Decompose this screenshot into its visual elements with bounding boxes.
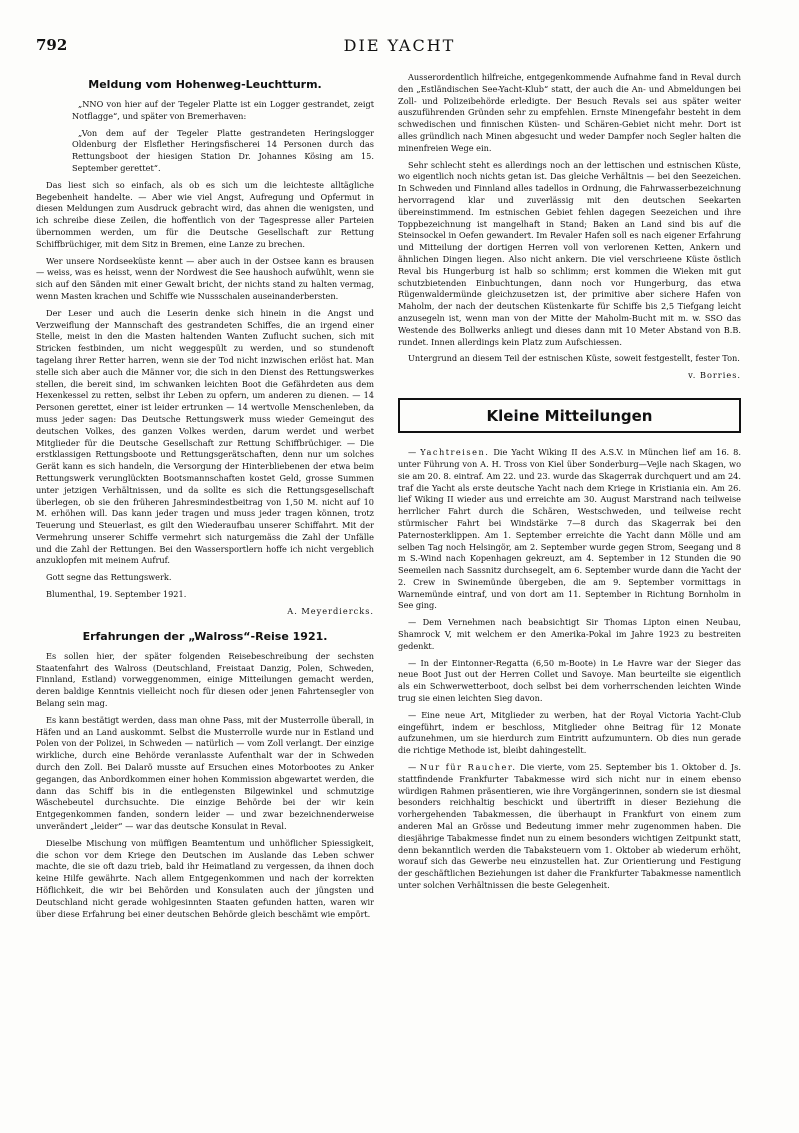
news-item: — Yachtreisen. Die Yacht Wiking II des A.S.V. in München lief am 16. 8. unter Führung von A. H. Tross von Kiel über Sonderburg—Vejle nach Skagen, wo sie am 20. 8. eintraf. Am 22. und 23. wurde das Skagerrak durchquert und am 24. traf die Yacht als erste deutsche Yacht nach dem Kriege in Kristiania ein. Am 26. lief Wiking II wieder aus und erreichte am 30. August Marstrand nach teilweise herrlicher Fahrt durch die Schären, Westschweden, und teilweise recht stürmischer Fahrt bei Windstärke 7—8 durch das Skagerrak bei den Paternosterklippen. Am 1. September erreichte die Yacht dann Mölle und am selben Tag noch Helsingör, am 2. September wurde gegen Strom, Seegang und 8 m S.-Wind nach Kopenhagen gekreuzt, am 4. September in 12 Stunden die 90 Seemeilen nach Sassnitz durchsegelt, am 6. September wurde dann die Yacht der 2. Crew in Swinemünde übergeben, die am 9. September vormittags in Warnemünde eintraf, und von dort am 11. September in Richtung Bornholm in See ging. — [398, 447, 741, 611]
body-paragraph: Ausserordentlich hilfreiche, entgegenkommende Aufnahme fand in Reval durch den „Estländischen See-Yacht-Klub“ statt, der auch die An- und Abmeldungen bei Zoll- und Polizeibehörde erledigte. Der Besuch Revals sei aus später weiter auszuführenden Gründen sehr zu empfehlen. Ernste Minengefahr besteht in dem schwedischen und finnischen Küsten- und Schären-Gebiet nicht mehr. Dort ist alles gründlich nach Minen abgesucht und weder Dampfer noch Segler halten die minenfreien Wege ein. — [398, 72, 741, 153]
news-item-lead: Nur für Raucher. — [419, 762, 517, 773]
author-signature: A. Meyerdiercks. — [287, 605, 374, 616]
quoted-report — [36, 99, 374, 175]
news-item-text: Eine neue Art, Mitglieder zu werben, hat der Royal Victoria Yacht-Club eingeführt, indem er beschloss, Mitglieder ohne Beitrag für 12 Monate aufzunehmen, um sie hierdurch zum Eintritt aufzumuntern. Ob dies nun gerade die richtige Methode ist, bleibt dahingestellt. — [398, 709, 741, 756]
body-paragraph: Es kann bestätigt werden, dass man ohne Pass, mit der Musterrolle überall, in Häfen und an Land auskommt. Selbst die Musterrolle wurde nur in Estland und Polen von der Polizei, in Schweden — natürlich — vom Zoll verlangt. Der einzige wirkliche, durch eine Behörde veranlasste Aufenthalt war der in Schweden durch den Zoll. Bei Dalarö musste auf Ersuchen eines Motorbootes zu Anker gegangen, das Anbordkommen einer hohen Kommission abgewartet werden, die dann das Schiff bis in die entlegensten Bilgewinkel und schmutzige Wäschebeutel durchsuchte. Die einzige Behörde bei der wir kein Entgegenkommen fanden, sondern leider — und zwar bezeichnenderweise unverändert „leider“ — war das deutsche Konsulat in Reval. — [36, 714, 374, 832]
body-paragraph: Sehr schlecht steht es allerdings noch an der lettischen und estnischen Küste, wo eigentlich noch nichts getan ist. Das gleiche Verhältnis — bei den Seezeichen. In Schweden und Finnland alles tadellos in Ordnung, die Fahrwasserbezeichnung hervorragend klar und zuverlässig mit den deutschen Seekarten übereinstimmend. Im estnischen Gebiet fehlen dagegen Seezeichen und ihre Toppbezeichnung ist mangelhaft in Stand; Baken an Land sind bis auf die Steinsockel in Oefen gewandert. Im Revaler Hafen soll es nach eigener Erfahrung und Mitteilung der dortigen Herren voll von verlorenen Ketten, Ankern und ähnlichen Dingen liegen. Also nicht ankern. Die viel verschrieene Küste östlich Reval bis Hungerburg ist halb so schlimm; erst kommen die Wieken mit gut schutzbietenden Einbuchtungen, dann noch vor Hungerburg, das etwa Rügenwaldermünde gleichzusetzen ist, der primitive aber sichere Hafen von Maholm, der nach der deutschen Küstenkarte für Schiffe bis 2,5 Tiefgang leicht anzusegeln ist, wenn man von der Mitte der Maholm-Bucht mit m. w. SSO das Westende des Bollwerks anliegt und dieses dann mit 10 Meter Abstand von B.B. rundet. Innen allerdings kein Platz zum Aufschiessen. — [398, 159, 741, 347]
news-item-text: Dem Vernehmen nach beabsichtigt Sir Thomas Lipton einen Neubau, Shamrock V, mit welchem er den Amerika-Pokal im Jahre 1923 zu bestreiten gedenkt. — [398, 617, 741, 651]
section-heading: Kleine Mitteilungen — [486, 407, 653, 426]
page-number: 792 — [36, 36, 68, 54]
left-column — [36, 72, 374, 1097]
quote-paragraph: „NNO von hier auf der Tegeler Platte ist ein Logger gestrandet, zeigt Notflagge“, und später von Bremerhaven: — [72, 99, 374, 121]
article-title-leuchtturm: Meldung vom Hohenweg-Leuchtturm. — [88, 78, 322, 91]
news-item-text: Die vierte, vom 25. September bis 1. Oktober d. Js. stattfindende Frankfurter Tabakmesse wird sich nicht nur in einem ebenso würdigen Rahmen präsentieren, wie ihre Vorgängerinnen, sondern sie ist diesmal besonders reichhaltig beschickt und übertrifft in dieser Beziehung die vorhergehenden Tabakmessen, die überhaupt in Frankfurt von einem zum anderen Mal an Grösse und Bedeutung immer mehr zugenommen haben. Die diesjährige Tabakmesse findet nun zu einem besonders wichtigen Zeitpunkt statt, denn bekanntlich werden die Tabaksteuern vom 1. Oktober ab wiederum erhöht, worauf sich das Gewerbe neu einzustellen hat. Zur Orientierung und Festigung der geschäftlichen Beziehungen ist daher die Frankfurter Tabakmesse namentlich unter solchen Verhältnissen die beste Gelegenheit. — [398, 762, 741, 891]
body-paragraph: Dieselbe Mischung von müffigen Beamtentum und unhöflicher Spiessigkeit, die schon vor dem Kriege den Deutschen im Auslande das Leben schwer machte, die sie oft dazu trieb, bald ihr Heimatland zu vergessen, da ihnen doch keine Hilfe gewährte. Nach allem Entgegenkommen und nach der korrekten Höflichkeit, die wir bei Behörden und Konsulaten auch der jüngsten und Deutschland nicht gerade wohlgesinnten Staaten gefunden hatten, waren wir über diese Erfahrung bei einer deutschen Behörde gleich beschämt wie empört. — [36, 837, 374, 919]
body-paragraph: Gott segne das Rettungswerk. — [46, 572, 172, 583]
body-paragraph: Untergrund an diesem Teil der estnischen Küste, soweit festgestellt, fester Ton. — [408, 353, 740, 364]
running-title: DIE YACHT — [343, 36, 456, 55]
news-item: — Dem Vernehmen nach beabsichtigt Sir Thomas Lipton einen Neubau, Shamrock V, mit welchem er den Amerika-Pokal im Jahre 1923 zu bestreiten gedenkt. — [398, 617, 741, 651]
news-item: — Nur für Raucher. Die vierte, vom 25. September bis 1. Oktober d. Js. stattfindende Frankfurter Tabakmesse wird sich nicht nur in einem ebenso würdigen Rahmen präsentieren, wie ihre Vorgängerinnen, sondern sie ist diesmal besonders reichhaltig beschickt und übertrifft in dieser Beziehung die vorhergehenden Tabakmessen, die überhaupt in Frankfurt von einem zum anderen Mal an Grösse und Bedeutung immer mehr zugenommen haben. Die diesjährige Tabakmesse findet nun zu einem besonders wichtigen Zeitpunkt statt, denn bekanntlich werden die Tabaksteuern vom 1. Oktober ab wiederum erhöht, worauf sich das Gewerbe neu einzustellen hat. Zur Orientierung und Festigung der geschäftlichen Beziehungen ist daher die Frankfurter Tabakmesse namentlich unter solchen Verhältnissen die beste Gelegenheit. — [398, 762, 741, 891]
page-header — [36, 36, 763, 60]
news-item: — In der Eintonner-Regatta (6,50 m-Boote) in Le Havre war der Sieger das neue Boot Just out der Herren Collet und Savoye. Man beurteilte sie eigentlich als ein Schwerwetterboot, doch selbst bei dem vorherrschenden leichten Winde trug sie einen leichten Sieg davon. — [398, 657, 741, 704]
body-paragraph: Es sollen hier, der später folgenden Reisebeschreibung der sechsten Staatenfahrt des Walross (Deutschland, Freistaat Danzig, Polen, Schweden, Finnland, Estland) vorweggenommen, einige Mitteilungen gemacht werden, deren baldige Kenntnis vielleicht noch für diesen oder jenen Fahrtensegler von Belang sein mag. — [36, 650, 374, 709]
right-column — [398, 72, 741, 1097]
section-heading-box — [398, 398, 741, 433]
quote-paragraph: „Von dem auf der Tegeler Platte gestrandeten Heringslogger Oldenburg der Elsflether Heringsfischerei 14 Personen durch das Rettungsboot der hiesigen Station Dr. Johannes Kösing am 15. September gerettet“. — [72, 127, 374, 173]
news-item-text: Die Yacht Wiking II des A.S.V. in München lief am 16. 8. unter Führung von A. H. Tross von Kiel über Sonderburg—Vejle nach Skagen, wo sie am 20. 8. eintraf. Am 22. und 23. wurde das Skagerrak durchquert und am 24. traf die Yacht als erste deutsche Yacht nach dem Kriege in Kristiania ein. Am 26. lief Wiking II wieder aus und erreichte am 30. August Marstrand nach teilweise herrlicher Fahrt durch die Schären, Westschweden, und teilweise recht stürmischer Fahrt bei Windstärke 7—8 durch das Skagerrak bei den Paternosterklippen. Am 1. September erreichte die Yacht dann Mölle und am selben Tag noch Helsingör, am 2. September wurde gegen Strom, Seegang und 8 m S.-Wind nach Kopenhagen gekreuzt, am 4. September in 12 Stunden die 90 Seemeilen nach Sassnitz durchsegelt, am 6. September wurde dann die Yacht der 2. Crew in Swinemünde übergeben, die am 9. September vormittags in Warnemünde eintraf, und von dort am 11. September in Richtung Bornholm in See ging. — [398, 447, 741, 611]
article-title-walross: Erfahrungen der „Walross“-Reise 1921. — [82, 629, 328, 643]
body-paragraph: Wer unsere Nordseeküste kennt — aber auch in der Ostsee kann es brausen — weiss, was es heisst, wenn der Nordwest die See haushoch aufwühlt, wenn sie sich auf den Sänden mit einer Gewalt bricht, der nichts stand zu halten vermag, wenn Masten krachen und Schiffe wie Nussschalen auseinanderbersten. — [36, 255, 374, 301]
body-paragraph: Das liest sich so einfach, als ob es sich um die leichteste alltägliche Begebenheit handelte. — Aber wie viel Angst, Aufregung und Opfermut in diesen Meldungen zum Ausdruck gebracht wird, das ahnen die wenigsten, und ich schreibe diese Zeilen, die hoffentlich von der Tagespresse aller Parteien übernommen werden, um für die Deutsche Gesellschaft zur Rettung Schiffbrüchiger, mit dem Sitz in Bremen, eine Lanze zu brechen. — [36, 179, 374, 249]
dateline: Blumenthal, 19. September 1921. — [46, 589, 187, 600]
author-signature: v. Borries. — [688, 370, 741, 381]
news-item: — Eine neue Art, Mitglieder zu werben, hat der Royal Victoria Yacht-Club eingeführt, indem er beschloss, Mitglieder ohne Beitrag für 12 Monate aufzunehmen, um sie hierdurch zum Eintritt aufzumuntern. Ob dies nun gerade die richtige Methode ist, bleibt dahingestellt. — [398, 709, 741, 756]
body-paragraph: Der Leser und auch die Leserin denke sich hinein in die Angst und Verzweiflung der Mannschaft des gestrandeten Schiffes, die an irgend einer Stelle, meist in den die Masten haltenden Wanten Zuflucht suchen, sich mit Stricken festbinden, um nicht weggespült zu werden, und so stundenoft tagelang ihrer Retter harren, wenn sie der Tod nicht inzwischen erlöst hat. Man stelle sich aber auch die Männer vor, die sich in den Dienst des Rettungswerkes stellen, die bereit sind, im schwanken leichten Boot die Gefährdeten aus dem Hexenkessel zu retten, selbst ihr Leben zu opfern, um anderen zu dienen. — 14 Personen gerettet, einer ist leider ertrunken — 14 wertvolle Menschenleben, da muss jeder sagen: Das Deutsche Rettungswerk muss wieder Gemeingut des deutschen Volkes, des ganzen Volkes werden, darum werdet und werbet Mitglieder für die Deutsche Gesellschaft zur Rettung Schiffbrüchiger. — Die erstklassigen Rettungsboote und Rettungsgerätschaften, denn nur um solches Gerät kann es sich handeln, die Versorgung der Hinterbliebenen der etwa beim Rettungswerk verunglückten Bootsmannschaften kostet Geld, grosse Summen unter jetzigen Verhältnissen, und da sollte es sich die Rettungsgesellschaft überlegen, ob sie den früheren Jahresmindestbeitrag von 1,50 M. nicht auf 10 M. erhöhen will. Das kann jeder tragen und muss jeder tragen können, trotz Teuerung und Steuerlast, es gilt den Wiederaufbau unserer Schiffahrt. Mit der Vermehrung unserer Schiffe vermehrt sich naturgemäss die Zahl der Unfälle und die Zahl der Rettungen. Bei den Wassersportlern hoffe ich nicht vergeblich anzuklopfen mit meinem Aufruf. — [36, 307, 374, 566]
news-item-lead: Yachtreisen. — [420, 447, 490, 458]
news-item-text: In der Eintonner-Regatta (6,50 m-Boote) in Le Havre war der Sieger das neue Boot Just out der Herren Collet und Savoye. Man beurteilte sie eigentlich als ein Schwerwetterboot, doch selbst bei dem vorherrschenden leichten Winde trug sie einen leichten Sieg davon. — [398, 657, 741, 704]
